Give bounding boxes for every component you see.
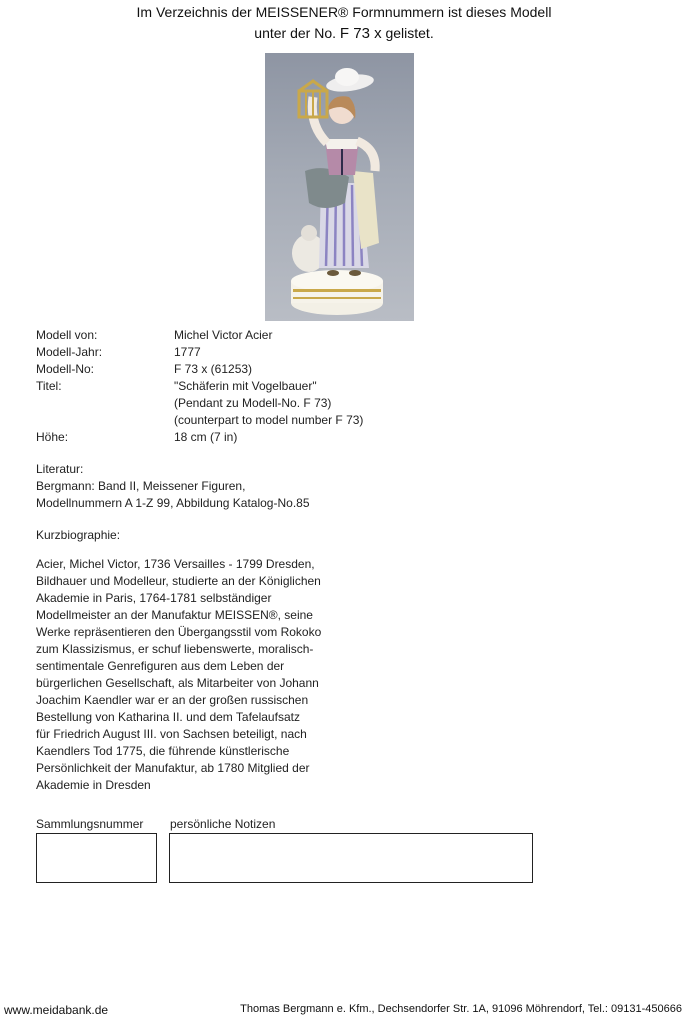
header-suffix: gelistet. <box>381 25 434 41</box>
info-row-title <box>36 378 363 395</box>
info-label: Modell-Jahr: <box>36 345 103 359</box>
footer-address: Thomas Bergmann e. Kfm., Dechsendorfer Str. 1A, 91096 Möhrendorf, Tel.: 09131-450666 <box>240 1003 682 1015</box>
page-header <box>0 0 688 44</box>
header-line-1: Im Verzeichnis der MEISSENER® Formnummern ist dieses Modell <box>136 4 552 20</box>
personal-notes-label: persönliche Notizen <box>170 817 276 831</box>
info-row-author <box>36 327 363 344</box>
bio-line: sentimentale Genrefiguren aus dem Leben der <box>36 659 285 673</box>
bio-line: bürgerlichen Gesellschaft, als Mitarbeiter von Johann <box>36 676 319 690</box>
literature-line-2: Modellnummern A 1-Z 99, Abbildung Katalog-No.85 <box>36 496 310 510</box>
bio-line: Persönlichkeit der Manufaktur, ab 1780 Mitglied der <box>36 761 310 775</box>
collection-number-field[interactable] <box>36 833 157 883</box>
info-value: (counterpart to model number F 73) <box>174 413 364 427</box>
info-value: Michel Victor Acier <box>174 328 273 342</box>
personal-notes-field[interactable] <box>169 833 533 883</box>
info-value: (Pendant zu Modell-No. F 73) <box>174 396 332 410</box>
header-model-number: F 73 x <box>339 25 382 42</box>
info-value: "Schäferin mit Vogelbauer" <box>174 379 317 393</box>
info-value: F 73 x (61253) <box>174 362 253 376</box>
model-info-table <box>36 327 363 446</box>
info-row-title-cont-1 <box>36 395 363 412</box>
bio-line: zum Klassizismus, er schuf liebenswerte, moralisch- <box>36 642 314 656</box>
bio-line: Werke repräsentieren den Übergangsstil vom Rokoko <box>36 625 322 639</box>
figurine-photo <box>265 53 414 321</box>
figurine-illustration <box>265 53 414 321</box>
footer-website-link[interactable]: www.meidabank.de <box>4 1003 109 1017</box>
info-row-height <box>36 429 363 446</box>
header-prefix: unter der No. <box>254 25 340 41</box>
bio-line: Joachim Kaendler war er an der großen russischen <box>36 693 309 707</box>
info-value: 18 cm (7 in) <box>174 430 238 444</box>
literature-heading: Literatur: <box>36 462 84 476</box>
info-value: 1777 <box>174 345 201 359</box>
bio-line: Acier, Michel Victor, 1736 Versailles - 1799 Dresden, <box>36 557 315 571</box>
bio-line: Akademie in Dresden <box>36 778 151 792</box>
info-label <box>36 395 174 412</box>
info-row-model-no <box>36 361 363 378</box>
info-label: Modell-No: <box>36 362 95 376</box>
biography-heading: Kurzbiographie: <box>36 528 121 542</box>
bio-line: für Friedrich August III. von Sachsen beteiligt, nach <box>36 727 307 741</box>
bio-line: Bestellung von Katharina II. und dem Tafelaufsatz <box>36 710 300 724</box>
info-row-year <box>36 344 363 361</box>
bio-line: Modellmeister an der Manufaktur MEISSEN®, seine <box>36 608 313 622</box>
info-row-title-cont-2 <box>36 412 363 429</box>
bio-line: Akademie in Paris, 1764-1781 selbständiger <box>36 591 272 605</box>
bio-line: Kaendlers Tod 1775, die führende künstlerische <box>36 744 290 758</box>
collection-number-label: Sammlungsnummer <box>36 817 144 831</box>
literature-section <box>36 461 310 512</box>
literature-line-1: Bergmann: Band II, Meissener Figuren, <box>36 479 246 493</box>
biography-text <box>36 556 336 794</box>
info-label: Höhe: <box>36 430 69 444</box>
info-label: Titel: <box>36 379 62 393</box>
info-label <box>36 412 174 429</box>
bio-line: Bildhauer und Modelleur, studierte an der Königlichen <box>36 574 321 588</box>
info-label: Modell von: <box>36 328 98 342</box>
header-line-2 <box>0 23 688 44</box>
